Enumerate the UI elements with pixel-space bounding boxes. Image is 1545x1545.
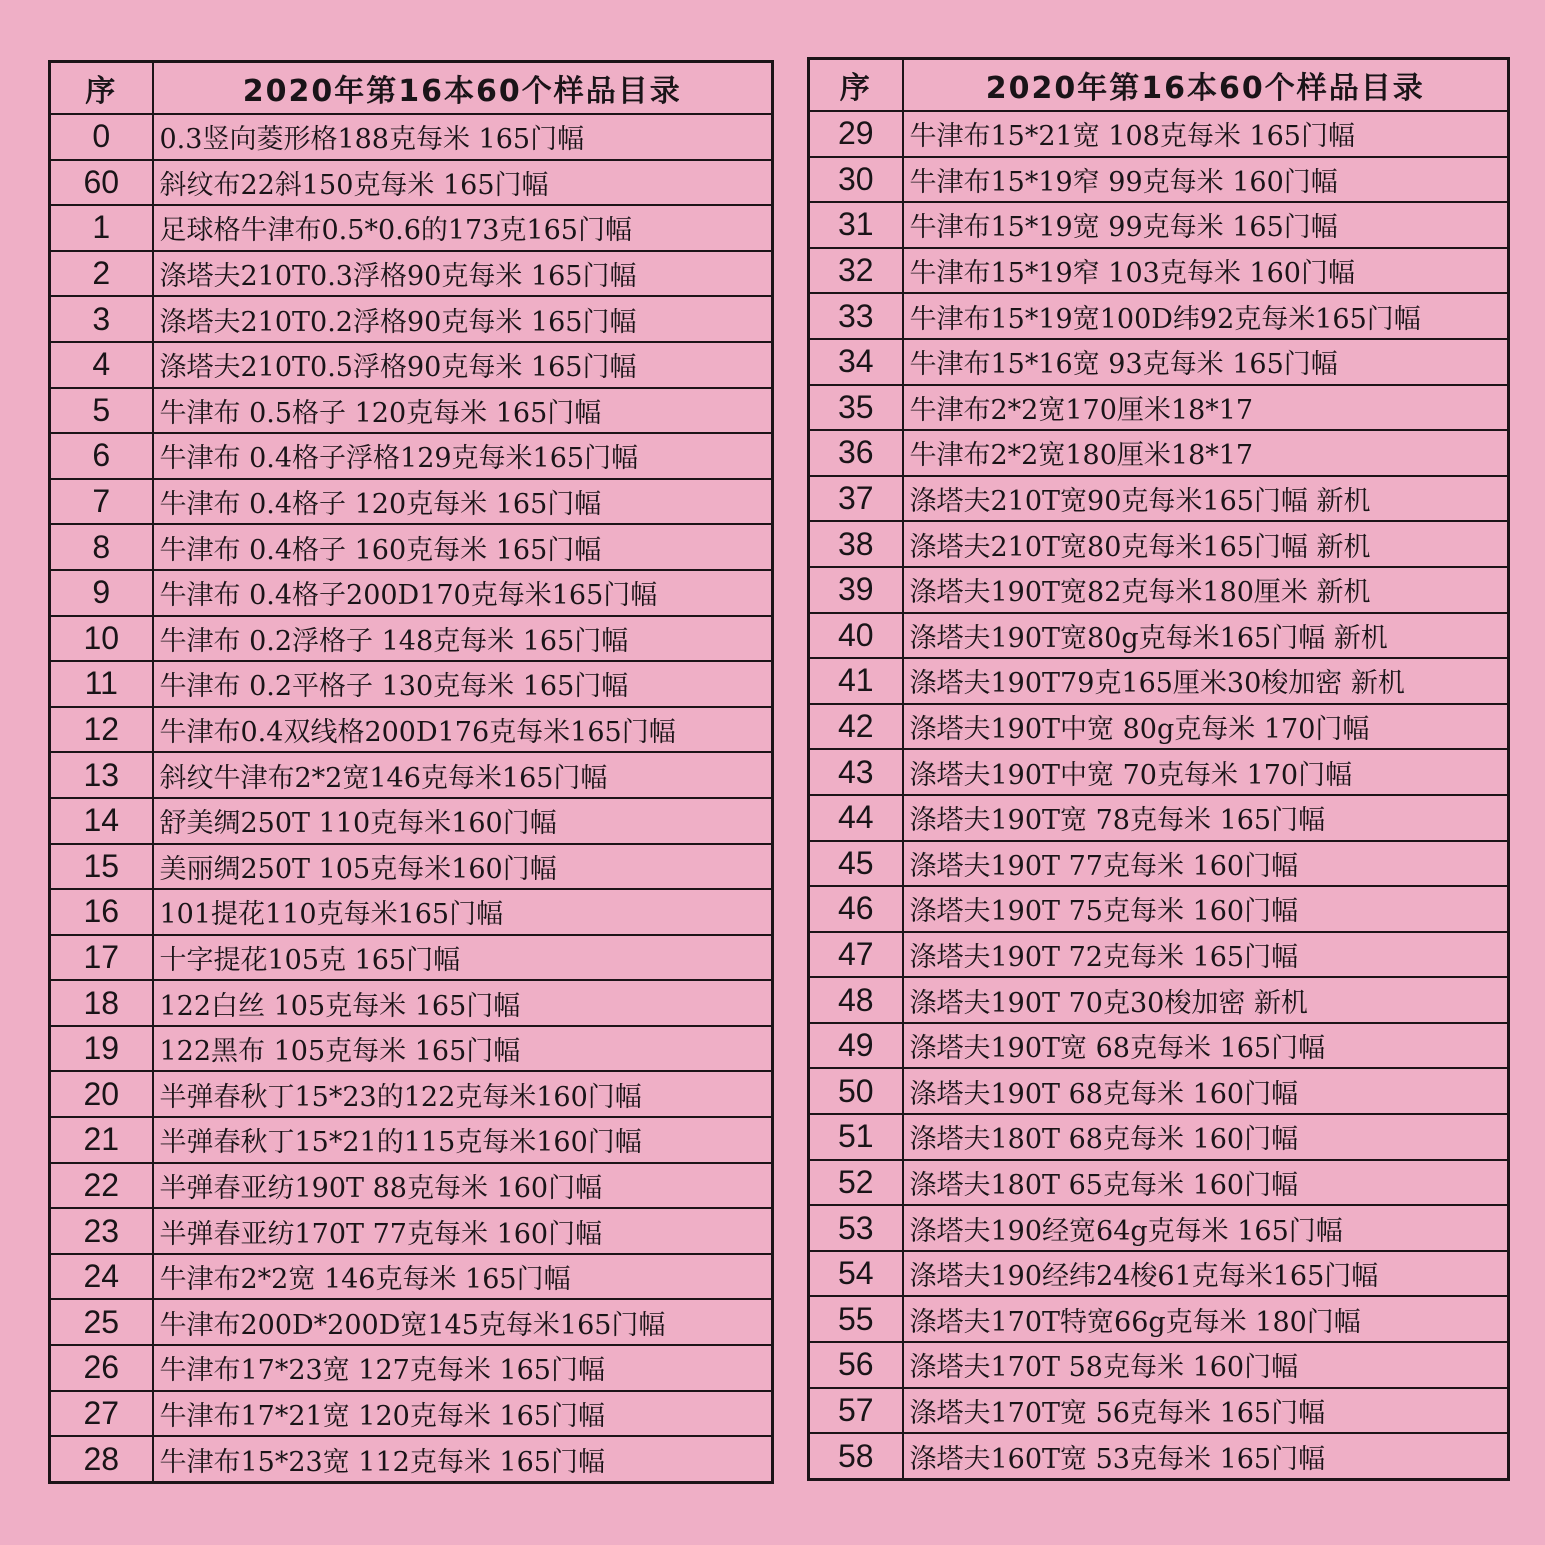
table-row — [50, 1117, 773, 1163]
table-row — [50, 296, 773, 342]
sample-description: 涤塔夫190T79克165厘米30梭加密 新机 — [903, 658, 1509, 704]
table-row — [809, 248, 1509, 294]
seq-column-header: 序 — [50, 62, 153, 115]
sample-number: 24 — [50, 1254, 153, 1300]
table-row — [809, 795, 1509, 841]
sample-number: 8 — [50, 524, 153, 570]
sample-number: 51 — [809, 1114, 903, 1160]
sample-number: 17 — [50, 935, 153, 981]
sample-number: 35 — [809, 385, 903, 431]
sample-description: 涤塔夫170T宽 56克每米 165门幅 — [903, 1388, 1509, 1434]
sample-description: 涤塔夫170T特宽66g克每米 180门幅 — [903, 1296, 1509, 1342]
sample-number: 28 — [50, 1436, 153, 1482]
table-row — [50, 388, 773, 434]
sample-number: 26 — [50, 1345, 153, 1391]
sample-number: 45 — [809, 841, 903, 887]
sample-description: 牛津布2*2宽 146克每米 165门幅 — [153, 1254, 773, 1300]
sample-description: 足球格牛津布0.5*0.6的173克165门幅 — [153, 205, 773, 251]
sample-number: 41 — [809, 658, 903, 704]
catalog-table-left — [48, 60, 774, 1484]
table-row — [50, 935, 773, 981]
table-row — [50, 844, 773, 890]
sample-description: 牛津布0.4双线格200D176克每米165门幅 — [153, 707, 773, 753]
sample-description: 牛津布15*19宽 99克每米 165门幅 — [903, 202, 1509, 248]
sample-number: 27 — [50, 1391, 153, 1437]
sample-description: 牛津布 0.4格子 120克每米 165门幅 — [153, 479, 773, 525]
sample-number: 23 — [50, 1208, 153, 1254]
table-row — [50, 616, 773, 662]
sample-number: 18 — [50, 980, 153, 1026]
table-row — [50, 479, 773, 525]
sample-description: 涤塔夫210T宽80克每米165门幅 新机 — [903, 521, 1509, 567]
sample-number: 6 — [50, 433, 153, 479]
catalog-title-header: 2020年第16本60个样品目录 — [903, 59, 1509, 112]
sample-description: 牛津布15*19窄 103克每米 160门幅 — [903, 248, 1509, 294]
table-row — [809, 704, 1509, 750]
table-row — [50, 1391, 773, 1437]
sample-description: 涤塔夫190经宽64g克每米 165门幅 — [903, 1205, 1509, 1251]
sample-number: 50 — [809, 1068, 903, 1114]
table-row — [50, 1026, 773, 1072]
sample-number: 0 — [50, 114, 153, 160]
table-row — [50, 1208, 773, 1254]
sample-description: 舒美绸250T 110克每米160门幅 — [153, 798, 773, 844]
sample-number: 9 — [50, 570, 153, 616]
sample-description: 涤塔夫180T 68克每米 160门幅 — [903, 1114, 1509, 1160]
sample-number: 33 — [809, 293, 903, 339]
table-row — [50, 1436, 773, 1482]
sample-description: 涤塔夫190经纬24梭61克每米165门幅 — [903, 1251, 1509, 1297]
sample-number: 19 — [50, 1026, 153, 1072]
sample-number: 29 — [809, 111, 903, 157]
table-row — [809, 385, 1509, 431]
table-row — [809, 841, 1509, 887]
sample-description: 涤塔夫210T0.2浮格90克每米 165门幅 — [153, 296, 773, 342]
sample-description: 涤塔夫190T中宽 80g克每米 170门幅 — [903, 704, 1509, 750]
sample-description: 半弹春亚纺170T 77克每米 160门幅 — [153, 1208, 773, 1254]
table-row — [50, 980, 773, 1026]
table-row — [50, 114, 773, 160]
sample-number: 55 — [809, 1296, 903, 1342]
sample-description: 牛津布 0.2平格子 130克每米 165门幅 — [153, 661, 773, 707]
table-row — [50, 251, 773, 297]
sample-description: 牛津布200D*200D宽145克每米165门幅 — [153, 1299, 773, 1345]
sample-description: 122白丝 105克每米 165门幅 — [153, 980, 773, 1026]
sample-number: 32 — [809, 248, 903, 294]
table-row — [50, 205, 773, 251]
sample-description: 涤塔夫190T宽80g克每米165门幅 新机 — [903, 613, 1509, 659]
table-row — [809, 111, 1509, 157]
sample-number: 10 — [50, 616, 153, 662]
sample-number: 3 — [50, 296, 153, 342]
sample-number: 38 — [809, 521, 903, 567]
sample-number: 39 — [809, 567, 903, 613]
sample-number: 60 — [50, 160, 153, 206]
sample-description: 斜纹牛津布2*2宽146克每米165门幅 — [153, 752, 773, 798]
table-row — [50, 1163, 773, 1209]
table-row — [50, 889, 773, 935]
table-row — [809, 1251, 1509, 1297]
sample-description: 涤塔夫160T宽 53克每米 165门幅 — [903, 1433, 1509, 1479]
sample-description: 半弹春亚纺190T 88克每米 160门幅 — [153, 1163, 773, 1209]
table-row — [809, 1342, 1509, 1388]
sample-description: 涤塔夫210T宽90克每米165门幅 新机 — [903, 476, 1509, 522]
sample-description: 涤塔夫190T宽 68克每米 165门幅 — [903, 1023, 1509, 1069]
table-row — [50, 707, 773, 753]
sample-number: 5 — [50, 388, 153, 434]
sample-number: 21 — [50, 1117, 153, 1163]
table-row — [809, 157, 1509, 203]
table-header-row — [809, 59, 1509, 112]
sample-description: 涤塔夫190T宽82克每米180厘米 新机 — [903, 567, 1509, 613]
sample-description: 涤塔夫190T宽 78克每米 165门幅 — [903, 795, 1509, 841]
sample-number: 48 — [809, 977, 903, 1023]
table-row — [809, 749, 1509, 795]
table-row — [809, 1433, 1509, 1479]
table-row — [809, 613, 1509, 659]
table-row — [809, 658, 1509, 704]
table-row — [809, 1160, 1509, 1206]
sample-description: 牛津布17*23宽 127克每米 165门幅 — [153, 1345, 773, 1391]
catalog-rows — [809, 111, 1509, 1479]
table-header-row — [50, 62, 773, 115]
sample-number: 1 — [50, 205, 153, 251]
sample-description: 半弹春秋丁15*21的115克每米160门幅 — [153, 1117, 773, 1163]
sample-description: 涤塔夫190T 70克30梭加密 新机 — [903, 977, 1509, 1023]
table-row — [50, 661, 773, 707]
sample-description: 涤塔夫190T 75克每米 160门幅 — [903, 886, 1509, 932]
sample-number: 34 — [809, 339, 903, 385]
sample-description: 涤塔夫190T 72克每米 165门幅 — [903, 932, 1509, 978]
table-row — [50, 160, 773, 206]
table-row — [809, 1388, 1509, 1434]
sample-number: 16 — [50, 889, 153, 935]
table-row — [50, 570, 773, 616]
sample-number: 4 — [50, 342, 153, 388]
sample-number: 37 — [809, 476, 903, 522]
table-row — [809, 1296, 1509, 1342]
sample-number: 25 — [50, 1299, 153, 1345]
table-row — [809, 476, 1509, 522]
catalog-rows — [50, 114, 773, 1482]
table-row — [809, 977, 1509, 1023]
sample-number: 58 — [809, 1433, 903, 1479]
table-row — [809, 1205, 1509, 1251]
sample-number: 22 — [50, 1163, 153, 1209]
catalog-title-header: 2020年第16本60个样品目录 — [153, 62, 773, 115]
sample-description: 涤塔夫180T 65克每米 160门幅 — [903, 1160, 1509, 1206]
sample-number: 54 — [809, 1251, 903, 1297]
table-row — [809, 932, 1509, 978]
sample-description: 涤塔夫170T 58克每米 160门幅 — [903, 1342, 1509, 1388]
sample-number: 36 — [809, 430, 903, 476]
table-row — [809, 202, 1509, 248]
sample-number: 53 — [809, 1205, 903, 1251]
sample-description: 牛津布 0.5格子 120克每米 165门幅 — [153, 388, 773, 434]
sample-description: 牛津布15*19窄 99克每米 160门幅 — [903, 157, 1509, 203]
sample-description: 牛津布 0.4格子 160克每米 165门幅 — [153, 524, 773, 570]
sample-number: 42 — [809, 704, 903, 750]
sample-description: 美丽绸250T 105克每米160门幅 — [153, 844, 773, 890]
sample-description: 斜纹布22斜150克每米 165门幅 — [153, 160, 773, 206]
table-row — [809, 886, 1509, 932]
table-row — [809, 339, 1509, 385]
sample-number: 46 — [809, 886, 903, 932]
table-row — [809, 1068, 1509, 1114]
sample-number: 7 — [50, 479, 153, 525]
sample-description: 101提花110克每米165门幅 — [153, 889, 773, 935]
sample-number: 13 — [50, 752, 153, 798]
sample-description: 122黑布 105克每米 165门幅 — [153, 1026, 773, 1072]
seq-column-header: 序 — [809, 59, 903, 112]
sample-description: 牛津布15*23宽 112克每米 165门幅 — [153, 1436, 773, 1482]
sample-description: 牛津布2*2宽170厘米18*17 — [903, 385, 1509, 431]
sample-number: 31 — [809, 202, 903, 248]
sample-description: 牛津布15*19宽100D纬92克每米165门幅 — [903, 293, 1509, 339]
sample-number: 43 — [809, 749, 903, 795]
sample-number: 52 — [809, 1160, 903, 1206]
sample-number: 30 — [809, 157, 903, 203]
catalog-table-right — [807, 57, 1510, 1481]
sample-number: 2 — [50, 251, 153, 297]
sample-number: 15 — [50, 844, 153, 890]
table-row — [50, 1345, 773, 1391]
table-row — [50, 1254, 773, 1300]
sample-description: 涤塔夫190T 77克每米 160门幅 — [903, 841, 1509, 887]
table-row — [809, 567, 1509, 613]
table-row — [50, 1071, 773, 1117]
sample-number: 56 — [809, 1342, 903, 1388]
sample-number: 44 — [809, 795, 903, 841]
table-row — [809, 521, 1509, 567]
sample-number: 40 — [809, 613, 903, 659]
sample-number: 47 — [809, 932, 903, 978]
sample-description: 半弹春秋丁15*23的122克每米160门幅 — [153, 1071, 773, 1117]
sample-number: 11 — [50, 661, 153, 707]
sample-number: 12 — [50, 707, 153, 753]
sample-description: 牛津布2*2宽180厘米18*17 — [903, 430, 1509, 476]
sample-description: 涤塔夫210T0.5浮格90克每米 165门幅 — [153, 342, 773, 388]
sample-number: 57 — [809, 1388, 903, 1434]
table-row — [809, 430, 1509, 476]
sample-description: 牛津布15*21宽 108克每米 165门幅 — [903, 111, 1509, 157]
sample-description: 涤塔夫190T中宽 70克每米 170门幅 — [903, 749, 1509, 795]
sample-description: 牛津布15*16宽 93克每米 165门幅 — [903, 339, 1509, 385]
table-row — [809, 1023, 1509, 1069]
sample-description: 涤塔夫210T0.3浮格90克每米 165门幅 — [153, 251, 773, 297]
table-row — [809, 1114, 1509, 1160]
sample-description: 牛津布17*21宽 120克每米 165门幅 — [153, 1391, 773, 1437]
sample-number: 20 — [50, 1071, 153, 1117]
sample-description: 牛津布 0.2浮格子 148克每米 165门幅 — [153, 616, 773, 662]
table-row — [809, 293, 1509, 339]
table-row — [50, 1299, 773, 1345]
table-row — [50, 798, 773, 844]
table-row — [50, 342, 773, 388]
sample-description: 涤塔夫190T 68克每米 160门幅 — [903, 1068, 1509, 1114]
sample-description: 十字提花105克 165门幅 — [153, 935, 773, 981]
sample-number: 14 — [50, 798, 153, 844]
sample-description: 0.3竖向菱形格188克每米 165门幅 — [153, 114, 773, 160]
sample-description: 牛津布 0.4格子200D170克每米165门幅 — [153, 570, 773, 616]
table-row — [50, 524, 773, 570]
table-row — [50, 752, 773, 798]
sample-description: 牛津布 0.4格子浮格129克每米165门幅 — [153, 433, 773, 479]
table-row — [50, 433, 773, 479]
sample-number: 49 — [809, 1023, 903, 1069]
